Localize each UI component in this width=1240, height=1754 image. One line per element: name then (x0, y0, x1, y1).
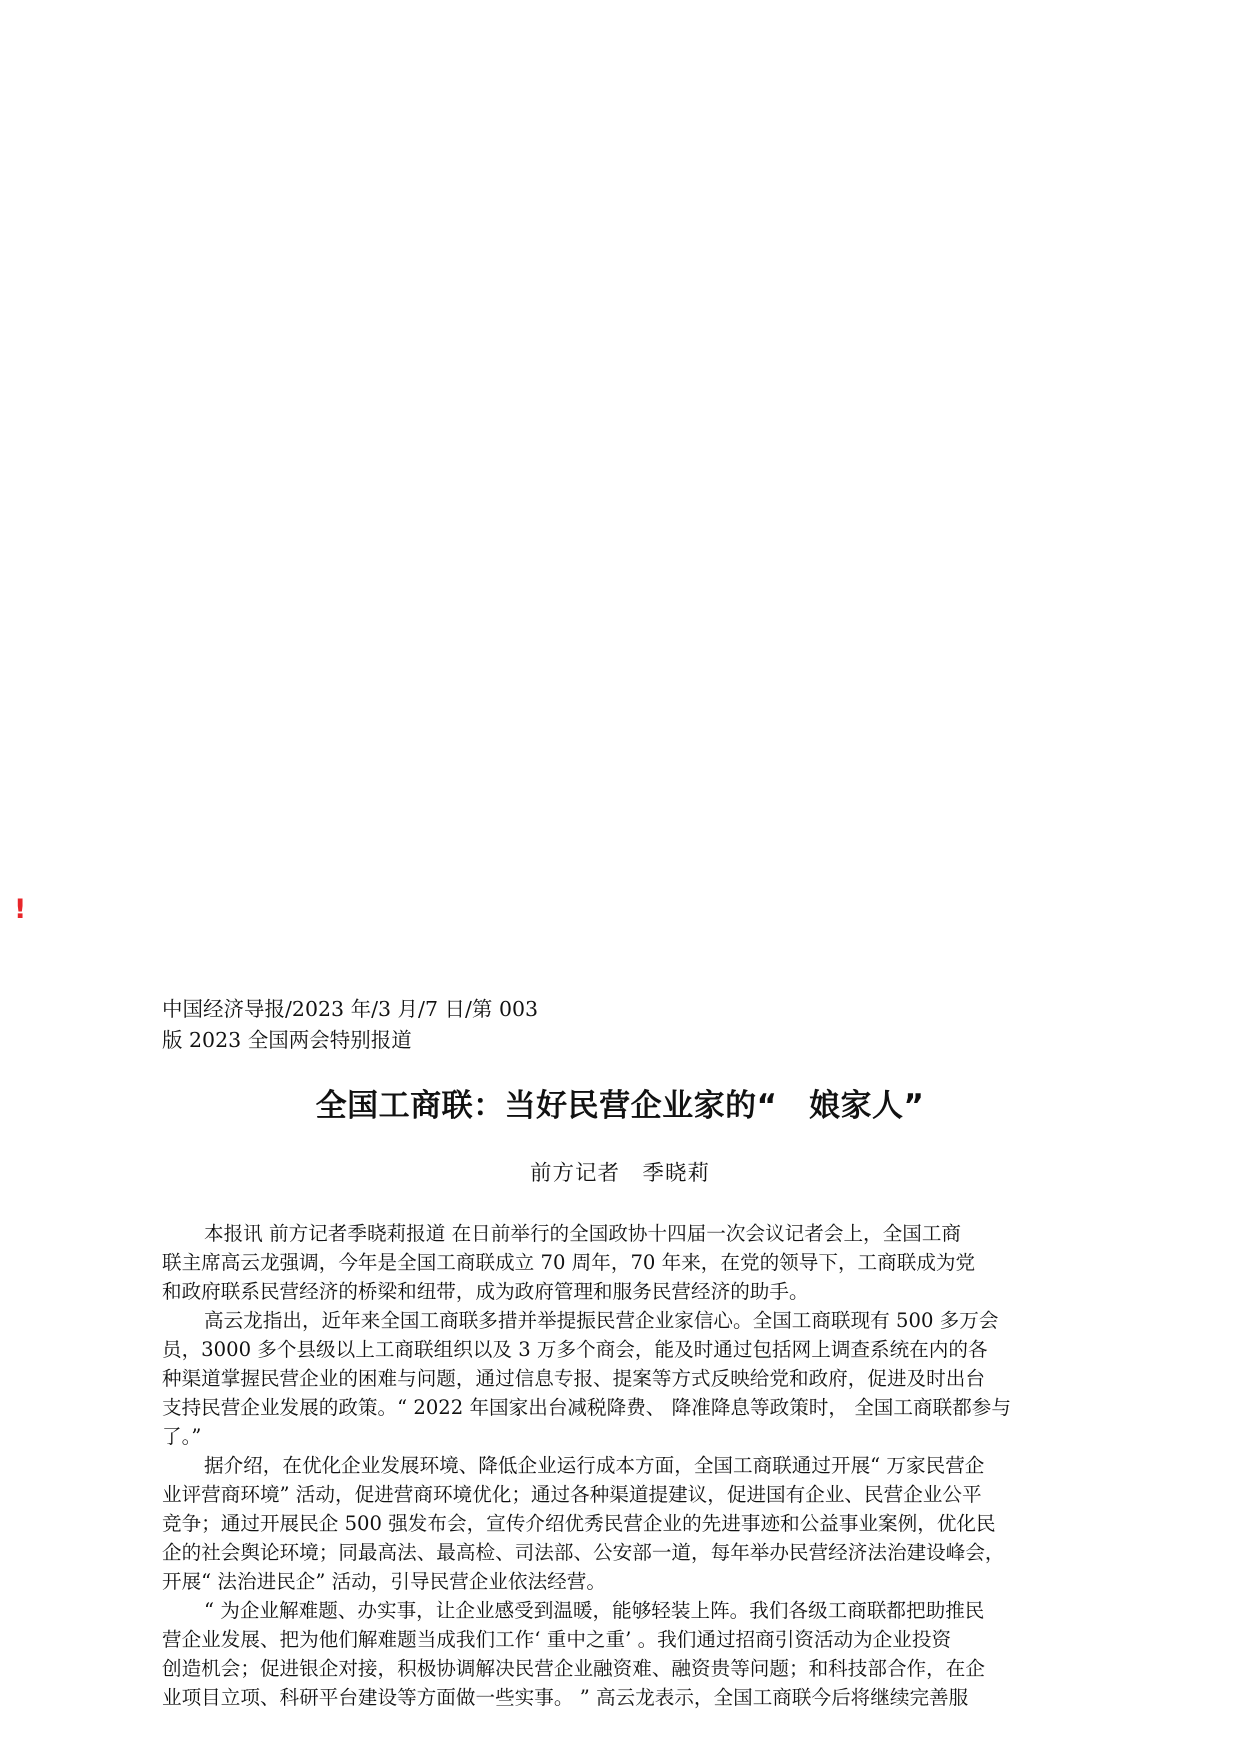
body-line: 营企业发展、把为他们解难题当成我们工作‘ 重中之重’ 。我们通过招商引资活动为企业投资 (162, 1628, 952, 1651)
body-line: 竞争；通过开展民企 500 强发布会，宣传介绍优秀民营企业的先进事迹和公益事业案例，优化民 (162, 1512, 996, 1535)
body-line: 业评营商环境” 活动，促进营商环境优化；通过各种渠道提建议，促进国有企业、民营企业公平 (162, 1483, 982, 1506)
source-line-2: 版 2023 全国两会特别报道 (162, 1028, 412, 1052)
body-line: 种渠道掌握民营企业的困难与问题，通过信息专报、提案等方式反映给党和政府，促进及时出台 (162, 1367, 985, 1390)
body-line: 高云龙指出，近年来全国工商联多措并举提振民营企业家信心。全国工商联现有 500 多万会 (204, 1309, 999, 1332)
body-line: 员，3000 多个县级以上工商联组织以及 3 万多个商会，能及时通过包括网上调查系统在内的各 (162, 1338, 988, 1361)
body-line: 了。” (162, 1425, 202, 1448)
body-line: 业项目立项、科研平台建设等方面做一些实事。 ” 高云龙表示，全国工商联今后将继续完善服 (162, 1686, 969, 1709)
article-byline: 前方记者 季晓莉 (529, 1161, 710, 1186)
body-line: 本报讯 前方记者季晓莉报道 在日前举行的全国政协十四届一次会议记者会上，全国工商 (204, 1222, 962, 1245)
body-line: “ 为企业解难题、办实事，让企业感受到温暖，能够轻装上阵。我们各级工商联都把助推民 (204, 1599, 985, 1622)
body-line: 创造机会；促进银企对接，积极协调解决民营企业融资难、融资贵等问题；和科技部合作，在企 (162, 1657, 985, 1680)
red-exclamation-mark: ! (14, 894, 27, 925)
body-line: 和政府联系民营经济的桥梁和纽带，成为政府管理和服务民营经济的助手。 (162, 1280, 809, 1303)
body-line: 开展“ 法治进民企” 活动，引导民营企业依法经营。 (162, 1570, 606, 1593)
article-headline: 全国工商联：当好民营企业家的“ 娘家人” (315, 1088, 925, 1124)
body-line: 联主席高云龙强调，今年是全国工商联成立 70 周年，70 年来，在党的领导下，工商联成为党 (162, 1251, 976, 1274)
source-citation (162, 994, 762, 1056)
source-line-1: 中国经济导报/2023 年/3 月/7 日/第 003 (162, 997, 539, 1021)
body-line: 支持民营企业发展的政策。“ 2022 年国家出台减税降费、 降准降息等政策时， 全国工商联都参与 (162, 1396, 1011, 1419)
body-line: 企的社会舆论环境；同最高法、最高检、司法部、公安部一道，每年举办民营经济法治建设峰会， (162, 1541, 1005, 1564)
body-line: 据介绍，在优化企业发展环境、降低企业运行成本方面，全国工商联通过开展“ 万家民营企 (204, 1454, 985, 1477)
article-body (162, 1219, 1082, 1712)
